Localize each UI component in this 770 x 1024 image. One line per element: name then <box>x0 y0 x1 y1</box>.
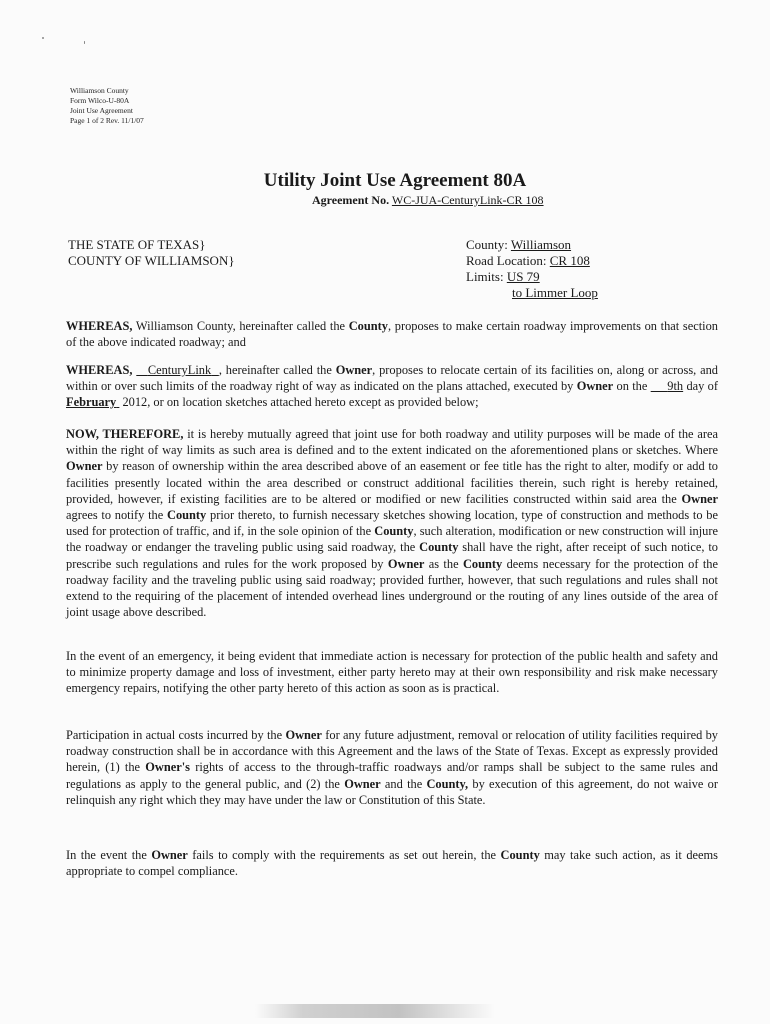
owner-term: Owner <box>344 776 381 791</box>
county-term: County <box>348 319 388 333</box>
paragraph-text: 2012, or on location sketches attached hereto except as provided below; <box>119 395 479 410</box>
road-location-value: CR 108 <box>549 253 590 268</box>
county-term: County <box>462 556 503 571</box>
owner-term: Owner <box>335 363 373 377</box>
limits-value-start: US 79 <box>506 269 540 284</box>
document-title: Utility Joint Use Agreement 80A <box>263 170 527 191</box>
limits-field <box>466 269 598 285</box>
paragraph-text: fails to comply with the requirements as set out herein, the <box>187 848 501 862</box>
road-location-label: Road Location: <box>466 253 547 268</box>
owner-term: Owner <box>387 556 425 571</box>
paragraph-text: prior thereto, to furnish necessary sketches showing location, type of construction and methods to be used for protection of traffic, and if, in the sole opinion of the <box>66 508 719 539</box>
county-term: County <box>500 848 540 862</box>
paragraph-text: , hereinafter called the <box>218 363 336 377</box>
scan-smudge <box>255 1004 495 1018</box>
paragraph-text: for any future adjustment, removal or relocation of utility facilities required by roadway construction shall be in accordance with this Agreement and the laws of the State of Texas. Except as expressly provided herein, (1) the <box>66 728 718 775</box>
paragraph-text: In the event the <box>66 848 152 862</box>
form-header-line: Form Wilco-U-80A <box>70 96 130 105</box>
paragraph-text: Participation in actual costs incurred by the <box>66 728 286 742</box>
month-value: February <box>66 395 117 410</box>
state-block <box>68 237 235 269</box>
whereas-lead: WHEREAS, <box>66 363 133 377</box>
owner-term: Owner's <box>145 760 191 775</box>
agreement-number-label: Agreement No. <box>312 193 390 207</box>
paragraph-text: may take such action, as it deems appropriate to compel compliance. <box>66 848 718 879</box>
limits-value-end: to Limmer Loop <box>512 285 598 300</box>
day-value: 9th <box>667 379 684 394</box>
owner-term: Owner <box>66 459 103 474</box>
paragraph-text: rights of access to the through-traffic roadways and/or ramps shall be subject to the same rules and regulations as apply to the general public, and (2) the <box>66 760 719 791</box>
emergency-paragraph: In the event of an emergency, it being evident that immediate action is necessary for protection of the public health and safety and to minimize property damage and loss of investment, either party hereto may at their own responsibility and risk make necessary emergency repairs, notifying the other party hereto of this action as soon as is practical. <box>66 649 718 696</box>
agreement-number-value: WC-JUA-CenturyLink-CR 108 <box>391 193 544 207</box>
compliance-paragraph <box>66 847 718 879</box>
paragraph-text: by execution of this agreement, do not waive or relinquish any right which they may have under the law or Constitution of this State. <box>66 776 718 807</box>
paragraph-text: deems necessary for the protection of the roadway facility and the traveling public using said roadway; provided further, however, that such regulations and rules shall not extend to the requiring of the placement of intended overhead lines underground or the routing of any lines outside of the area of joint usage above described. <box>66 556 718 620</box>
now-therefore-paragraph <box>66 426 718 620</box>
paragraph-text: day of <box>683 379 718 394</box>
paragraph-text: and the <box>380 776 427 791</box>
paragraph-text: , such alteration, modification or new construction will injure the roadway or endanger the traveling public using said roadway, the <box>66 524 718 555</box>
paragraph-text: , proposes to make certain roadway improvements on that section of the above indicated roadway; and <box>66 319 718 350</box>
state-line: THE STATE OF TEXAS} <box>68 237 206 252</box>
paragraph-text: Williamson County, hereinafter called the <box>132 319 349 333</box>
paragraph-text: agrees to notify the <box>66 508 167 523</box>
whereas-paragraph-1 <box>66 318 718 350</box>
paragraph-text: by reason of ownership within the area described above of an easement or fee title has the right to alter, modify or add to facilities presently located within the area described or construct additional facilities therein, such right is hereby retained, provided, however, if existing facilities are to be altered or modified or new facilities constructed within said area the <box>66 459 718 506</box>
owner-term: Owner <box>576 379 614 394</box>
whereas-paragraph-2 <box>66 362 718 411</box>
county-term: County <box>374 524 414 539</box>
owner-name: CenturyLink <box>147 363 212 377</box>
agreement-number <box>312 193 544 208</box>
county-label: County: <box>466 237 508 252</box>
paragraph-text: it is hereby mutually agreed that joint use for both roadway and utility purposes will be made of the area within the right of way limits as such area is defined and to the extent indicated on the aforementioned plans or sketches. Where <box>66 427 718 458</box>
month-field <box>66 395 119 409</box>
limits-label: Limits: <box>466 269 504 284</box>
form-header-line: Joint Use Agreement <box>70 106 133 115</box>
whereas-lead: WHEREAS, <box>66 319 133 333</box>
paragraph-text: , proposes to relocate certain of its facilities on, along or across, and within or over such limits of the roadway right of way as indicated on the plans attached, executed by <box>66 363 718 394</box>
paragraph-text: as the <box>424 556 463 571</box>
form-header-line: Williamson County <box>70 86 129 95</box>
day-field <box>651 379 683 393</box>
scan-speck <box>84 41 85 44</box>
owner-name-field <box>136 363 219 377</box>
road-location-field <box>466 253 598 269</box>
paragraph-text: on the <box>613 379 651 394</box>
form-header <box>70 86 144 126</box>
form-header-line: Page 1 of 2 Rev. 11/1/07 <box>70 116 144 125</box>
limits-field-continued <box>466 285 598 301</box>
county-line: COUNTY OF WILLIAMSON} <box>68 253 235 268</box>
county-term: County, <box>426 776 469 791</box>
paragraph-text: shall have the right, after receipt of such notice, to prescribe such regulations and rules for the work proposed by <box>66 540 718 571</box>
county-term: County <box>419 540 459 555</box>
location-block <box>466 237 598 301</box>
county-field <box>466 237 598 253</box>
county-value: Williamson <box>510 237 572 252</box>
participation-paragraph <box>66 727 718 808</box>
owner-term: Owner <box>151 848 188 862</box>
now-therefore-lead: NOW, THEREFORE, <box>66 427 184 441</box>
owner-term: Owner <box>285 728 322 742</box>
county-term: County <box>167 508 207 523</box>
scan-speck <box>42 37 44 39</box>
owner-term: Owner <box>681 491 718 506</box>
